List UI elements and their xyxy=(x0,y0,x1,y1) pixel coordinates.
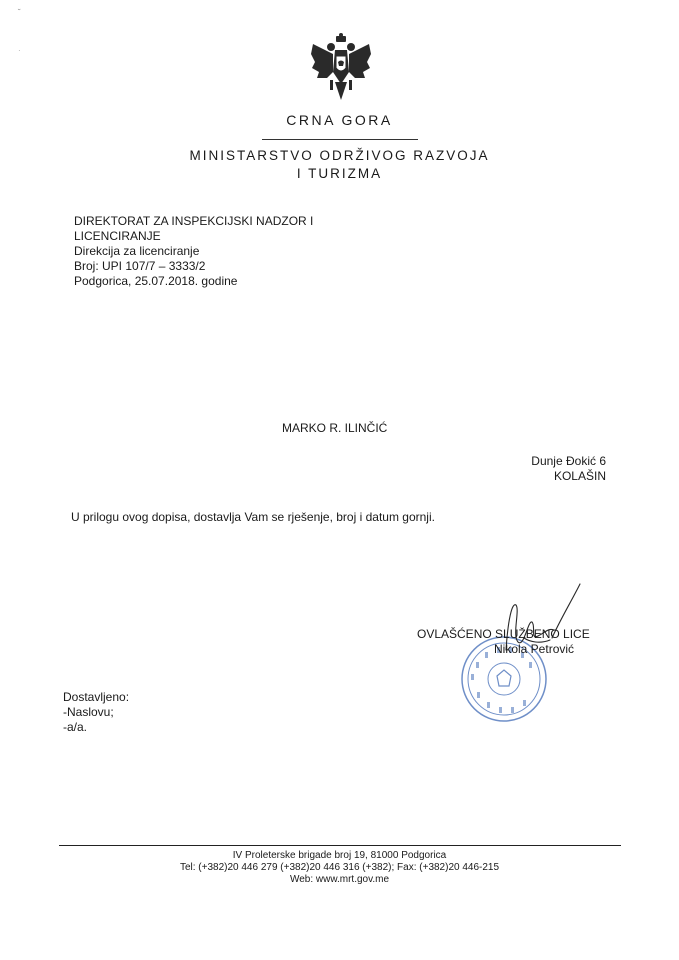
country-title: CRNA GORA xyxy=(286,112,393,128)
header-divider xyxy=(262,139,418,140)
letter-body: U prilogu ovog dopisa, dostavlja Vam se rješenje, broj i datum gornji. xyxy=(71,510,435,524)
footer-web: Web: www.mrt.gov.me xyxy=(289,874,390,885)
delivered-label: Dostavljeno: xyxy=(63,690,130,704)
footer-address: IV Proleterske brigade broj 19, 81000 Podgorica xyxy=(232,850,447,861)
footer-divider xyxy=(59,845,621,846)
ministry-line-1: MINISTARSTVO ODRŽIVOG RAZVOJA xyxy=(189,148,490,163)
footer-phones: Tel: (+382)20 446 279 (+382)20 446 316 (+382); Fax: (+382)20 446-215 xyxy=(179,862,500,873)
delivered-list xyxy=(63,690,129,735)
ministry-title xyxy=(0,147,679,183)
signatory-name: Nikola Petrović xyxy=(494,642,575,656)
coat-of-arms-icon xyxy=(309,32,373,112)
recipient-name: MARKO R. ILINČIĆ xyxy=(282,421,388,435)
department: Direkcija za licenciranje xyxy=(74,244,200,258)
reference-number: Broj: UPI 107/7 – 3333/2 xyxy=(74,259,206,273)
ministry-line-2: I TURIZMA xyxy=(296,166,383,181)
sender-block xyxy=(74,214,313,289)
delivered-item: -a/a. xyxy=(63,720,88,734)
directorate-line-1: DIREKTORAT ZA INSPEKCIJSKI NADZOR I xyxy=(74,214,314,228)
recipient-city: KOLAŠIN xyxy=(553,469,606,483)
signatory-title: OVLAŠĆENO SLUŽBENO LICE xyxy=(417,627,590,641)
scan-mark: · xyxy=(18,46,21,55)
footer xyxy=(0,850,679,886)
scan-mark: ˘ xyxy=(18,8,21,17)
delivered-item: -Naslovu; xyxy=(63,705,114,719)
directorate-line-2: LICENCIRANJE xyxy=(74,229,161,243)
recipient-address xyxy=(531,454,606,484)
recipient-street: Dunje Đokić 6 xyxy=(531,454,606,468)
place-date: Podgorica, 25.07.2018. godine xyxy=(74,274,238,288)
